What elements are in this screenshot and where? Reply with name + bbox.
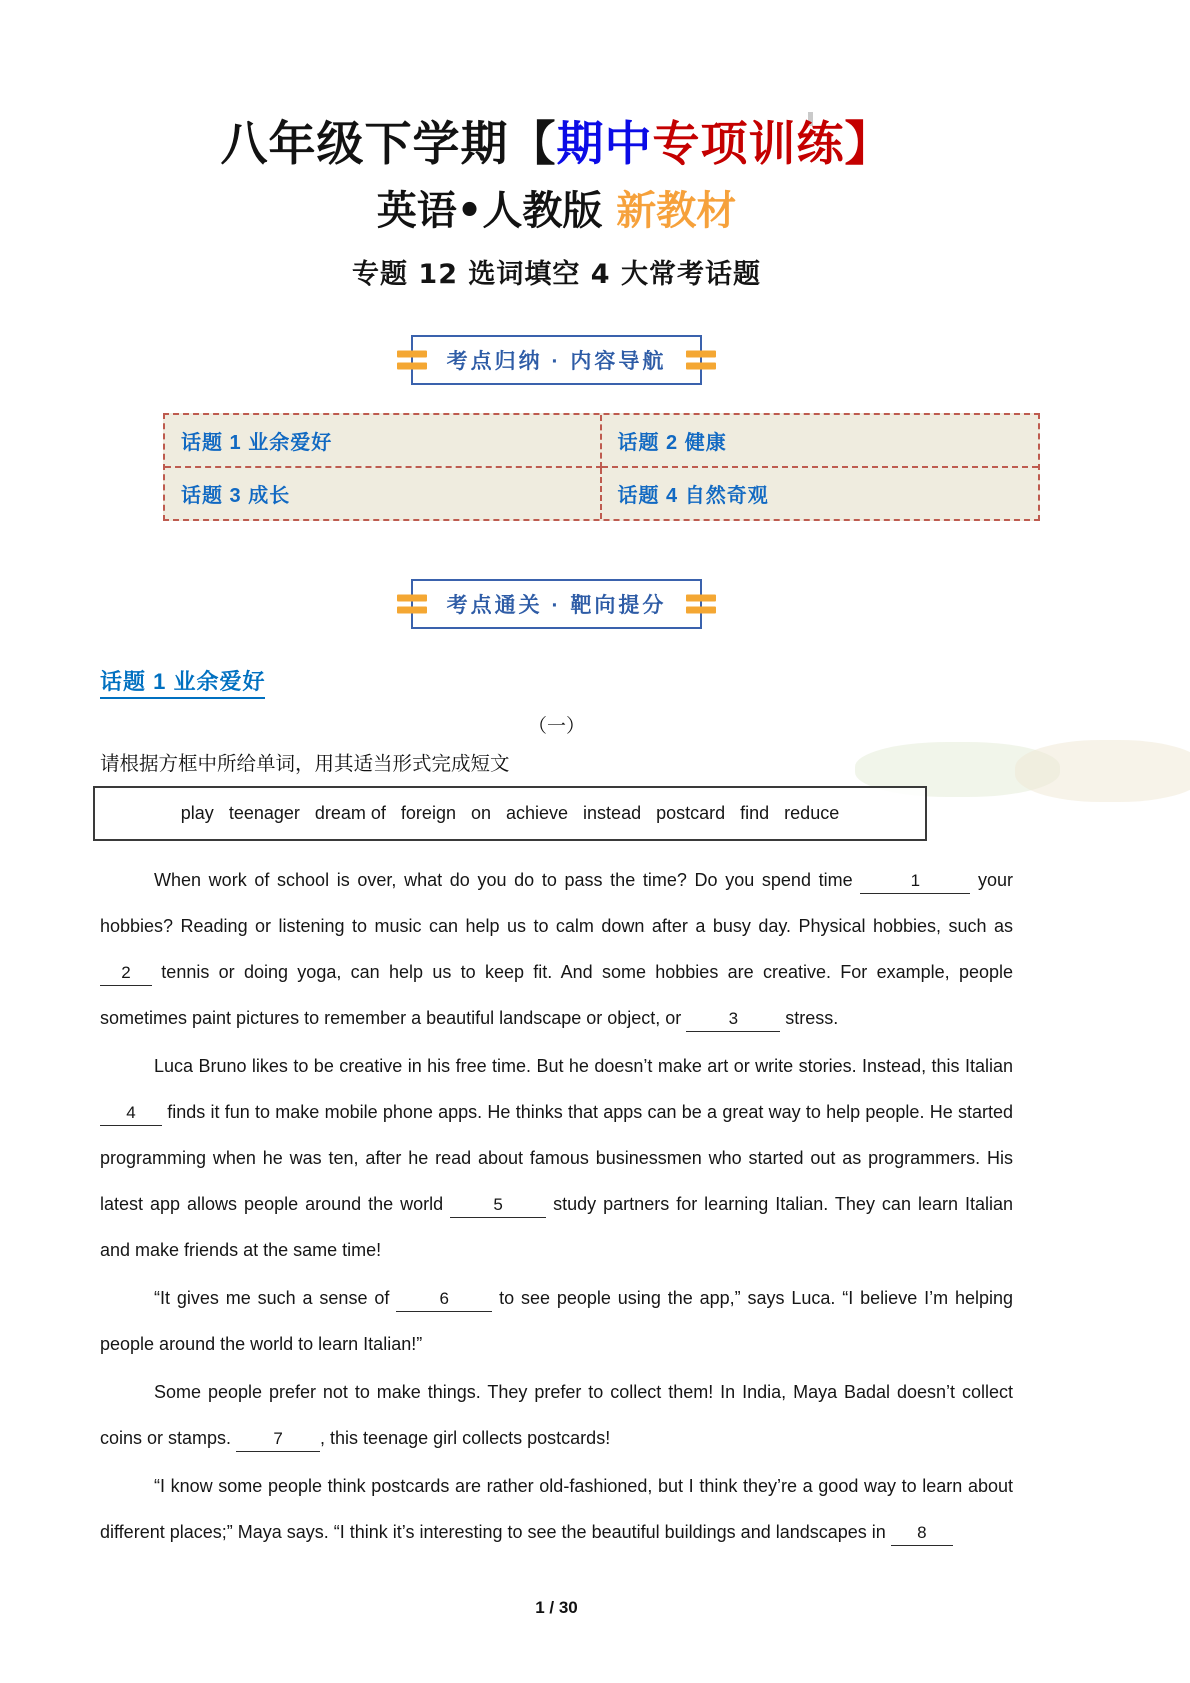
banner-bars-left-icon [397, 350, 427, 369]
fill-blank-8: 8 [891, 1523, 953, 1546]
word-bank-box [93, 786, 927, 841]
fill-blank-4: 4 [100, 1103, 162, 1126]
topic-cell-1: 话题 1 业余爱好 [165, 415, 602, 468]
wordbank-word: foreign [400, 802, 456, 823]
passage-paragraph-1: When work of school is over, what do you do to pass the time? Do you spend time 1 your hobbies? Reading or listening to music can help us to calm down after a busy day. Physical hobbies, such as 2 tennis or doing yoga, can help us to keep fit. And some hobbies are creative. For example, people sometimes paint pictures to remember a beautiful landscape or object, or 3 stress. [100, 857, 1013, 1041]
passage-paragraph-2: Luca Bruno likes to be creative in his free time. But he doesn’t make art or write stories. Instead, this Italian 4 finds it fun to make mobile phone apps. He thinks that apps can be a great way to help people. He started programming when he was ten, after he read about famous businessmen who started out as programmers. His latest app allows people around the world 5 study partners for learning Italian. They can learn Italian and make friends at the same time! [100, 1055, 1013, 1260]
fill-blank-3: 3 [686, 1009, 780, 1032]
topics-table [163, 413, 1040, 521]
page-number: 1 / 30 [535, 1598, 578, 1617]
instruction-text: 请根据方框中所给单词，用其适当形式完成短文 [100, 753, 510, 775]
banner-practice [411, 579, 703, 629]
part-label: （一） [527, 715, 585, 737]
title-segment-black: 八年级下学期【 [220, 117, 557, 172]
wordbank-word: instead [583, 802, 642, 823]
passage-paragraph-5: “I know some people think postcards are rather old-fashioned, but I think they’re a good way to learn about different places;” Maya says. “I think it’s interesting to see the beautiful buildings and landscapes in 8 [100, 1463, 1013, 1555]
banner-bars-right-icon [686, 594, 716, 613]
wordbank-word: on [470, 802, 491, 823]
wordbank-word: achieve [506, 802, 569, 823]
passage-paragraph-3: “It gives me such a sense of 6 to see people using the app,” says Luca. “I believe I’m helping people around the world to learn Italian!” [100, 1287, 1013, 1354]
topic-cell-3: 话题 3 成长 [165, 468, 602, 519]
banner-practice-label: 考点通关 · 靶向提分 [446, 593, 667, 617]
section-heading: 话题 1 业余爱好 [100, 665, 265, 699]
page-subtitle [100, 179, 1013, 236]
banner-nav-label: 考点归纳 · 内容导航 [446, 349, 667, 373]
page-title [100, 116, 1013, 175]
topic-cell-4: 话题 4 自然奇观 [617, 484, 769, 507]
wordbank-word: play [180, 802, 214, 823]
wordbank-word: teenager [228, 802, 300, 823]
fill-blank-5: 5 [450, 1195, 546, 1218]
title-segment-blue: 期中 [556, 117, 653, 172]
passage [100, 857, 1013, 1555]
topic-cell-2: 话题 2 健康 [602, 415, 1039, 468]
banner-bars-right-icon [686, 350, 716, 369]
subtitle-segment-orange: 新教材 [616, 187, 737, 234]
title-block [100, 116, 1013, 291]
banner-content-nav [411, 335, 703, 385]
fill-blank-6: 6 [396, 1289, 492, 1312]
banner-bars-left-icon [397, 594, 427, 613]
fill-blank-1: 1 [860, 871, 970, 894]
passage-paragraph-4: Some people prefer not to make things. They prefer to collect them! In India, Maya Badal doesn’t collect coins or stamps. 7 , this teenage girl collects postcards! [100, 1369, 1013, 1461]
wordbank-word: postcard [656, 802, 726, 823]
watermark-shape [1015, 740, 1190, 802]
topic-line: 专题 12 选词填空 4 大常考话题 [352, 258, 761, 290]
fill-blank-7: 7 [236, 1429, 320, 1452]
wordbank-word: reduce [784, 802, 840, 823]
wordbank-word: dream of [314, 802, 386, 823]
subtitle-segment-black: 英语•人教版 [376, 187, 617, 234]
page-content [100, 0, 1013, 1617]
wordbank-word: find [740, 802, 770, 823]
title-segment-red: 专项训练】 [652, 117, 893, 172]
fill-blank-2: 2 [100, 963, 152, 986]
